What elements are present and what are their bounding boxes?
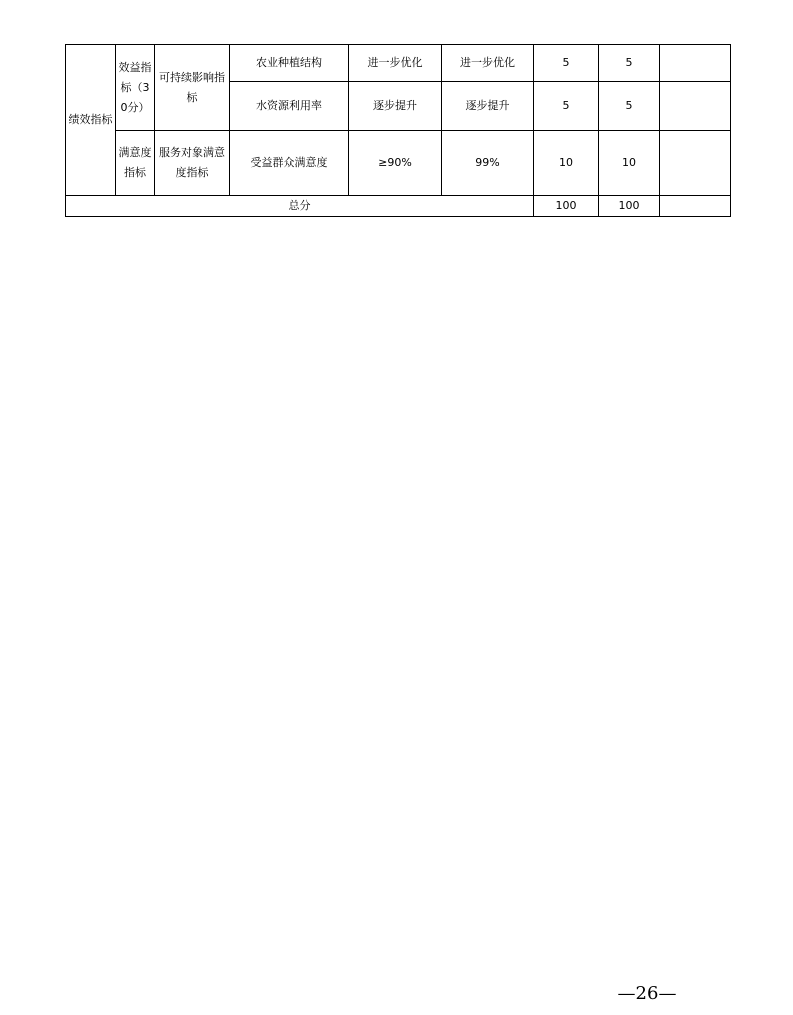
actual-cell: 进一步优化 xyxy=(442,45,534,82)
benefit-category-cell: 效益指标（30分） xyxy=(116,45,155,131)
score-cell: 5 xyxy=(599,45,660,82)
target-cell: 进一步优化 xyxy=(349,45,442,82)
total-score-cell: 100 xyxy=(599,196,660,217)
satisfaction-category-cell: 满意度指标 xyxy=(116,131,155,196)
table-row xyxy=(66,131,731,196)
note-cell xyxy=(660,131,731,196)
satisfaction-indicator-cell: 服务对象满意度指标 xyxy=(155,131,230,196)
table-row xyxy=(66,45,731,82)
actual-cell: 99% xyxy=(442,131,534,196)
score-cell: 10 xyxy=(599,131,660,196)
note-cell xyxy=(660,45,731,82)
performance-indicator-table xyxy=(65,44,731,217)
page-number: —26— xyxy=(617,983,677,1004)
total-note-cell xyxy=(660,196,731,217)
total-row xyxy=(66,196,731,217)
indicator-name-cell: 受益群众满意度 xyxy=(230,131,349,196)
indicator-name-cell: 水资源利用率 xyxy=(230,82,349,131)
weight-cell: 5 xyxy=(534,45,599,82)
total-weight-cell: 100 xyxy=(534,196,599,217)
indicator-name-cell: 农业种植结构 xyxy=(230,45,349,82)
weight-cell: 5 xyxy=(534,82,599,131)
total-label-cell: 总分 xyxy=(66,196,534,217)
sustain-indicator-cell: 可持续影响指标 xyxy=(155,45,230,131)
note-cell xyxy=(660,82,731,131)
actual-cell: 逐步提升 xyxy=(442,82,534,131)
target-cell: ≥90% xyxy=(349,131,442,196)
score-cell: 5 xyxy=(599,82,660,131)
target-cell: 逐步提升 xyxy=(349,82,442,131)
level1-cell: 绩效指标 xyxy=(66,45,116,196)
weight-cell: 10 xyxy=(534,131,599,196)
